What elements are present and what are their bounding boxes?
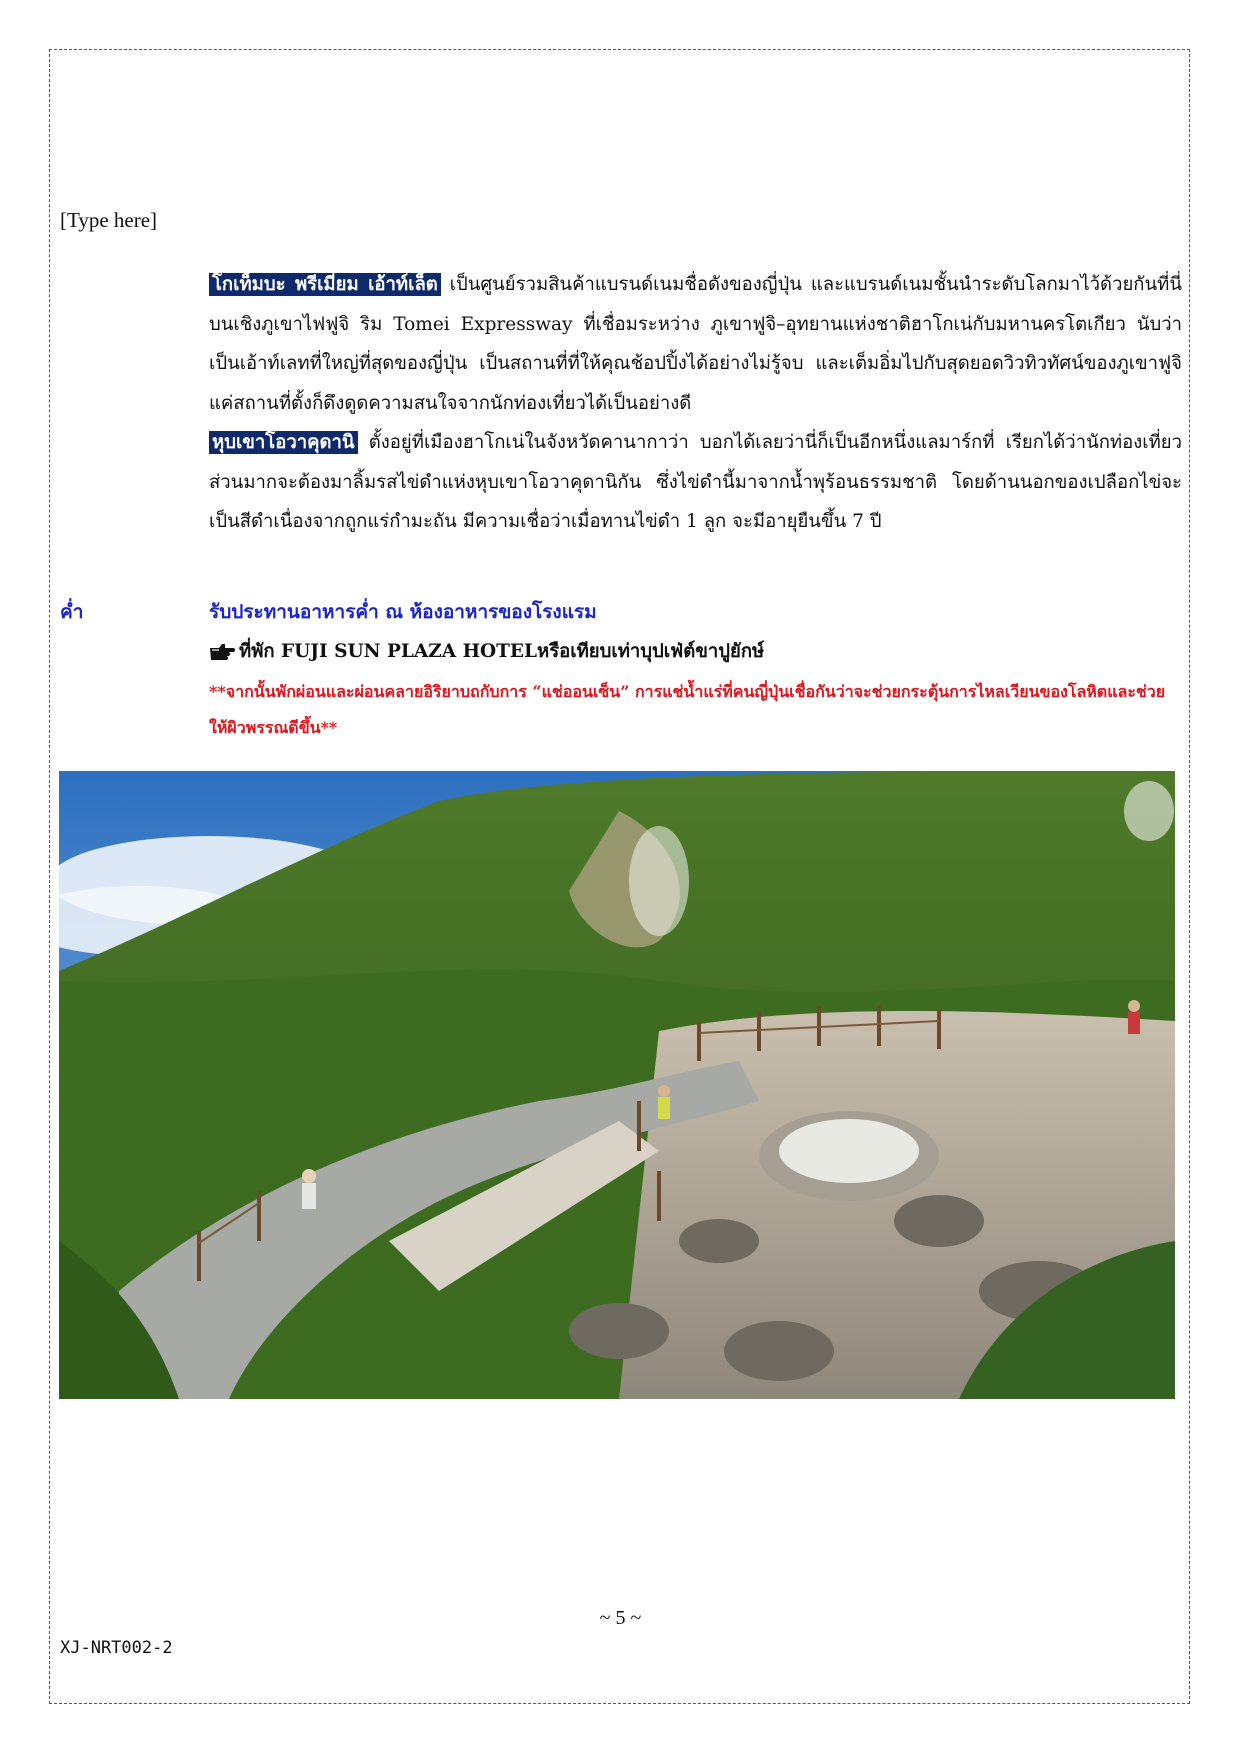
pointing-hand-icon <box>209 642 235 662</box>
paragraph-gotemba-outlet <box>209 265 1182 423</box>
dinner-text: รับประทานอาหารค่ำ ณ ห้องอาหารของโรงแรม <box>209 601 597 623</box>
paragraph-owakudani-text: ตั้งอยู่ที่เมืองฮาโกเน่ในจังหวัดคานากาว่า บอกได้เลยว่านี่ก็เป็นอีกหนึ่งแลมาร์กที่ เรียกได้ว่านักท่องเที่ยวส่วนมากจะต้องมาลิ้มรสไข่ดำแห่งหุบเขาโอวาคุดานิกัน ซึ่งไข่ดำนี้มาจากน้ำพุร้อนธรรมชาติ โดยด้านนอกของเปลือกไข่จะเป็นสีดำเนื่องจากถูกแร่กำมะถัน มีความเชื่อว่าเมื่อทานไข่ดำ 1 ลูก จะมีอายุยืนขึ้น 7 ปี <box>209 432 1182 532</box>
highlight-owakudani: หุบเขาโอวาคุดานิ <box>209 431 358 454</box>
onsen-note: **จากนั้นพักผ่อนและผ่อนคลายอิริยาบถกับการ “แช่ออนเซ็น” การแช่น้ำแร่ที่คนญี่ปุ่นเชื่อกันว่าจะช่วยกระตุ้นการไหลเวียนของโลหิตและช่วยให้ผิวพรรณดีขึ้น** <box>209 682 1166 737</box>
owakudani-valley-photo <box>59 771 1175 1399</box>
dinner-label: ค่ำ <box>60 601 84 623</box>
page-number: ~ 5 ~ <box>599 1607 642 1629</box>
valley-illustration <box>59 771 1175 1399</box>
paragraph-owakudani <box>209 423 1182 542</box>
highlight-gotemba: โกเท็มบะ พรีเมี่ยม เอ้าท์เล็ต <box>209 273 441 296</box>
header-placeholder: [Type here] <box>60 208 158 232</box>
document-code: XJ-NRT002-2 <box>60 1638 173 1658</box>
hotel-line <box>209 637 764 666</box>
paragraph-gotemba-text: เป็นศูนย์รวมสินค้าแบรนด์เนมชื่อดังของญี่ปุ่น และแบรนด์เนมชั้นนำระดับโลกมาไว้ด้วยกันที่นี่ บนเชิงภูเขาไฟฟูจิ ริม Tomei Expressway ที่เชื่อมระหว่าง ภูเขาฟูจิ–อุทยานแห่งชาติฮาโกเน่กับมหานครโตเกียว นับว่าเป็นเอ้าท์เลทที่ใหญ่ที่สุดของญี่ปุ่น เป็นสถานที่ที่ให้คุณช้อปปิ้งได้อย่างไม่รู้จบ และเต็มอิ่มไปกับสุดยอดวิวทิวทัศน์ของภูเขาฟูจิ แค่สถานที่ตั้งก็ดึงดูดความสนใจจากนักท่องเที่ยวได้เป็นอย่างดี <box>209 274 1182 414</box>
hotel-text: ที่พัก FUJI SUN PLAZA HOTELหรือเทียบเท่าบุปเฟ่ต์ขาปูยักษ์ <box>239 641 765 662</box>
